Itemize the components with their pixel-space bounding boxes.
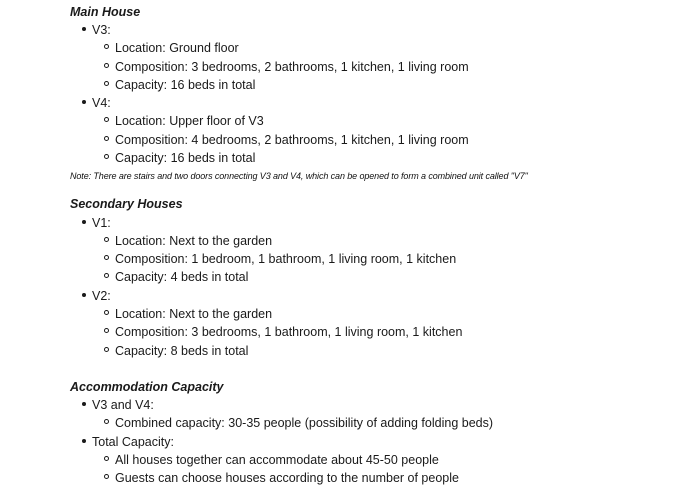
detail-text: Location: Ground floor — [115, 41, 239, 55]
bullet-circle-icon — [104, 81, 109, 86]
bullet-disc-icon — [82, 27, 86, 31]
section-heading-main-house: Main House — [70, 5, 141, 19]
detail-text: Composition: 3 bedrooms, 1 bathroom, 1 living room, 1 kitchen — [115, 325, 463, 339]
list-subitem — [104, 40, 239, 56]
unit-name: V4: — [92, 96, 111, 110]
section-heading-secondary-houses: Secondary Houses — [70, 197, 183, 211]
detail-text: Guests can choose houses according to the number of people — [115, 471, 459, 485]
unit-name: V3: — [92, 23, 111, 37]
detail-text: Location: Next to the garden — [115, 307, 273, 321]
detail-text: All houses together can accommodate about 45-50 people — [115, 453, 439, 467]
bullet-circle-icon — [104, 474, 109, 479]
list-subitem — [104, 59, 469, 75]
bullet-disc-icon — [82, 293, 86, 297]
detail-text: Location: Next to the garden — [115, 234, 273, 248]
bullet-disc-icon — [82, 439, 86, 443]
list-subitem — [104, 415, 493, 431]
unit-name: V2: — [92, 289, 111, 303]
list-subitem — [104, 324, 462, 340]
bullet-circle-icon — [104, 328, 109, 333]
bullet-circle-icon — [104, 117, 109, 122]
bullet-circle-icon — [104, 237, 109, 242]
list-subitem — [104, 269, 248, 285]
bullet-circle-icon — [104, 347, 109, 352]
list-item-total-capacity — [82, 434, 174, 450]
list-item-v4 — [82, 95, 111, 111]
bullet-circle-icon — [104, 310, 109, 315]
list-subitem — [104, 132, 469, 148]
bullet-disc-icon — [82, 402, 86, 406]
list-subitem — [104, 113, 264, 129]
bullet-circle-icon — [104, 273, 109, 278]
detail-text: Capacity: 8 beds in total — [115, 344, 249, 358]
list-subitem — [104, 452, 439, 468]
bullet-circle-icon — [104, 136, 109, 141]
section-heading-accommodation-capacity: Accommodation Capacity — [70, 380, 224, 394]
detail-text: Composition: 4 bedrooms, 2 bathrooms, 1 kitchen, 1 living room — [115, 133, 469, 147]
list-subitem — [104, 306, 272, 322]
list-subitem — [104, 150, 255, 166]
list-subitem — [104, 251, 456, 267]
list-subitem — [104, 343, 248, 359]
detail-text: Combined capacity: 30-35 people (possibility of adding folding beds) — [115, 416, 494, 430]
bullet-circle-icon — [104, 456, 109, 461]
bullet-circle-icon — [104, 44, 109, 49]
bullet-circle-icon — [104, 419, 109, 424]
bullet-disc-icon — [82, 220, 86, 224]
bullet-circle-icon — [104, 154, 109, 159]
list-item-v2 — [82, 288, 111, 304]
list-subitem — [104, 77, 255, 93]
detail-text: Composition: 3 bedrooms, 2 bathrooms, 1 kitchen, 1 living room — [115, 60, 469, 74]
unit-name: V1: — [92, 216, 111, 230]
list-item-v1 — [82, 215, 111, 231]
detail-text: Capacity: 4 beds in total — [115, 270, 249, 284]
detail-text: Composition: 1 bedroom, 1 bathroom, 1 living room, 1 kitchen — [115, 252, 457, 266]
list-item-v3 — [82, 22, 111, 38]
detail-text: Location: Upper floor of V3 — [115, 114, 264, 128]
bullet-circle-icon — [104, 255, 109, 260]
list-subitem — [104, 233, 272, 249]
bullet-circle-icon — [104, 63, 109, 68]
item-name: V3 and V4: — [92, 398, 154, 412]
note-text: Note: There are stairs and two doors connecting V3 and V4, which can be opened to form a combined unit called "V7" — [70, 171, 528, 181]
list-item-v3-v4 — [82, 397, 154, 413]
item-name: Total Capacity: — [92, 435, 174, 449]
list-subitem — [104, 470, 459, 486]
detail-text: Capacity: 16 beds in total — [115, 78, 256, 92]
bullet-disc-icon — [82, 100, 86, 104]
detail-text: Capacity: 16 beds in total — [115, 151, 256, 165]
